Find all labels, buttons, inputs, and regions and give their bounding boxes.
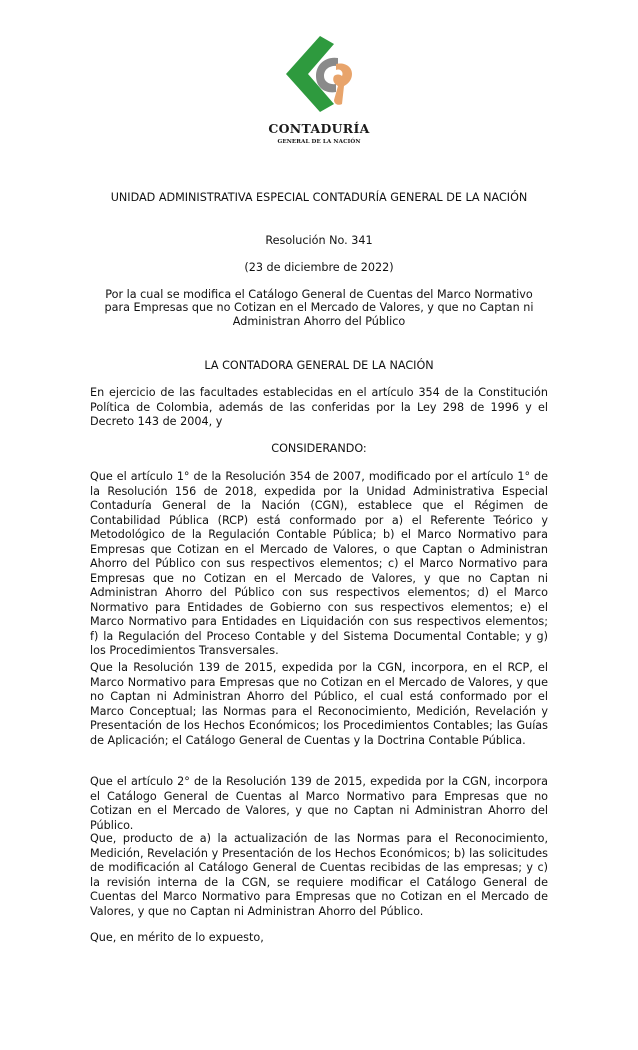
resolution-date: (23 de diciembre de 2022) — [244, 261, 394, 274]
authority-heading: LA CONTADORA GENERAL DE LA NACIÓN — [204, 359, 434, 372]
preamble-paragraph: En ejercicio de las facultades establecidas en el artículo 354 de la Constitución Política de Colombia, además de las conferidas por la Ley 298 de 1996 y el Decreto 143 de 2004, y — [90, 386, 548, 428]
consideration-paragraph-2: Que la Resolución 139 de 2015, expedida por la CGN, incorpora, en el RCP, el Marco Normativo para Empresas que no Cotizan en el Mercado de Valores, y que no Captan ni Administran Ahorro del Público, el cual está conformado por el Marco Conceptual; las Normas para el Reconocimiento, Medición, Revelación y Presentación de los Hechos Económicos; los Procedimientos Contables; las Guías de Aplicación; el Catálogo General de Cuentas y la Doctrina Contable Pública. — [90, 661, 548, 747]
consideration-paragraph-3: Que el artículo 2° de la Resolución 139 de 2015, expedida por la CGN, incorpora el Catálogo General de Cuentas al Marco Normativo para Empresas que no Cotizan en el Mercado de Valores, y que no Captan ni Administran Ahorro del Público. — [90, 775, 548, 832]
resolution-number: Resolución No. 341 — [265, 234, 373, 247]
consideration-paragraph-1: Que el artículo 1° de la Resolución 354 de 2007, modificado por el artículo 1° de la Resolución 156 de 2018, expedida por la Unidad Administrativa Especial Contaduría General de la Nación (CGN), establece que el Régimen de Contabilidad Pública (RCP) está conformado por a) el Referente Teórico y Metodológico de la Regulación Contable Pública; b) el Marco Normativo para Empresas que Cotizan en el Mercado de Valores, o que Captan o Administran Ahorro del Público con sus respectivos elementos; c) el Marco Normativo para Empresas que no Cotizan en el Mercado de Valores, y que no Captan ni Administran Ahorro del Público con sus respectivos elementos; d) el Marco Normativo para Entidades de Gobierno con sus respectivos elementos; e) el Marco Normativo para Entidades en Liquidación con sus respectivos elementos; f) la Regulación del Proceso Contable y del Sistema Documental Contable; y g) los Procedimientos Transversales. — [90, 470, 548, 657]
logo-wordmark: CONTADURÍA — [268, 121, 370, 136]
consideration-paragraph-5: Que, en mérito de lo expuesto, — [90, 931, 264, 944]
contaduria-logo — [262, 30, 376, 150]
contaduria-emblem-icon — [282, 30, 356, 120]
resolution-subject: Por la cual se modifica el Catálogo General de Cuentas del Marco Normativo para Empresas que no Cotizan en el Mercado de Valores, y que no Captan ni Administran Ahorro del Público — [104, 288, 534, 328]
institution-heading: UNIDAD ADMINISTRATIVA ESPECIAL CONTADURÍA GENERAL DE LA NACIÓN — [110, 191, 528, 204]
logo-subtitle: GENERAL DE LA NACIÓN — [277, 139, 361, 145]
considering-heading: CONSIDERANDO: — [271, 442, 367, 455]
consideration-paragraph-4: Que, producto de a) la actualización de las Normas para el Reconocimiento, Medición, Revelación y Presentación de los Hechos Económicos; b) las solicitudes de modificación al Catálogo General de Cuentas recibidas de las empresas; y c) la revisión interna de la CGN, se requiere modificar el Catálogo General de Cuentas del Marco Normativo para Empresas que no Cotizan en el Mercado de Valores, y que no Captan ni Administran Ahorro del Público. — [90, 832, 548, 918]
